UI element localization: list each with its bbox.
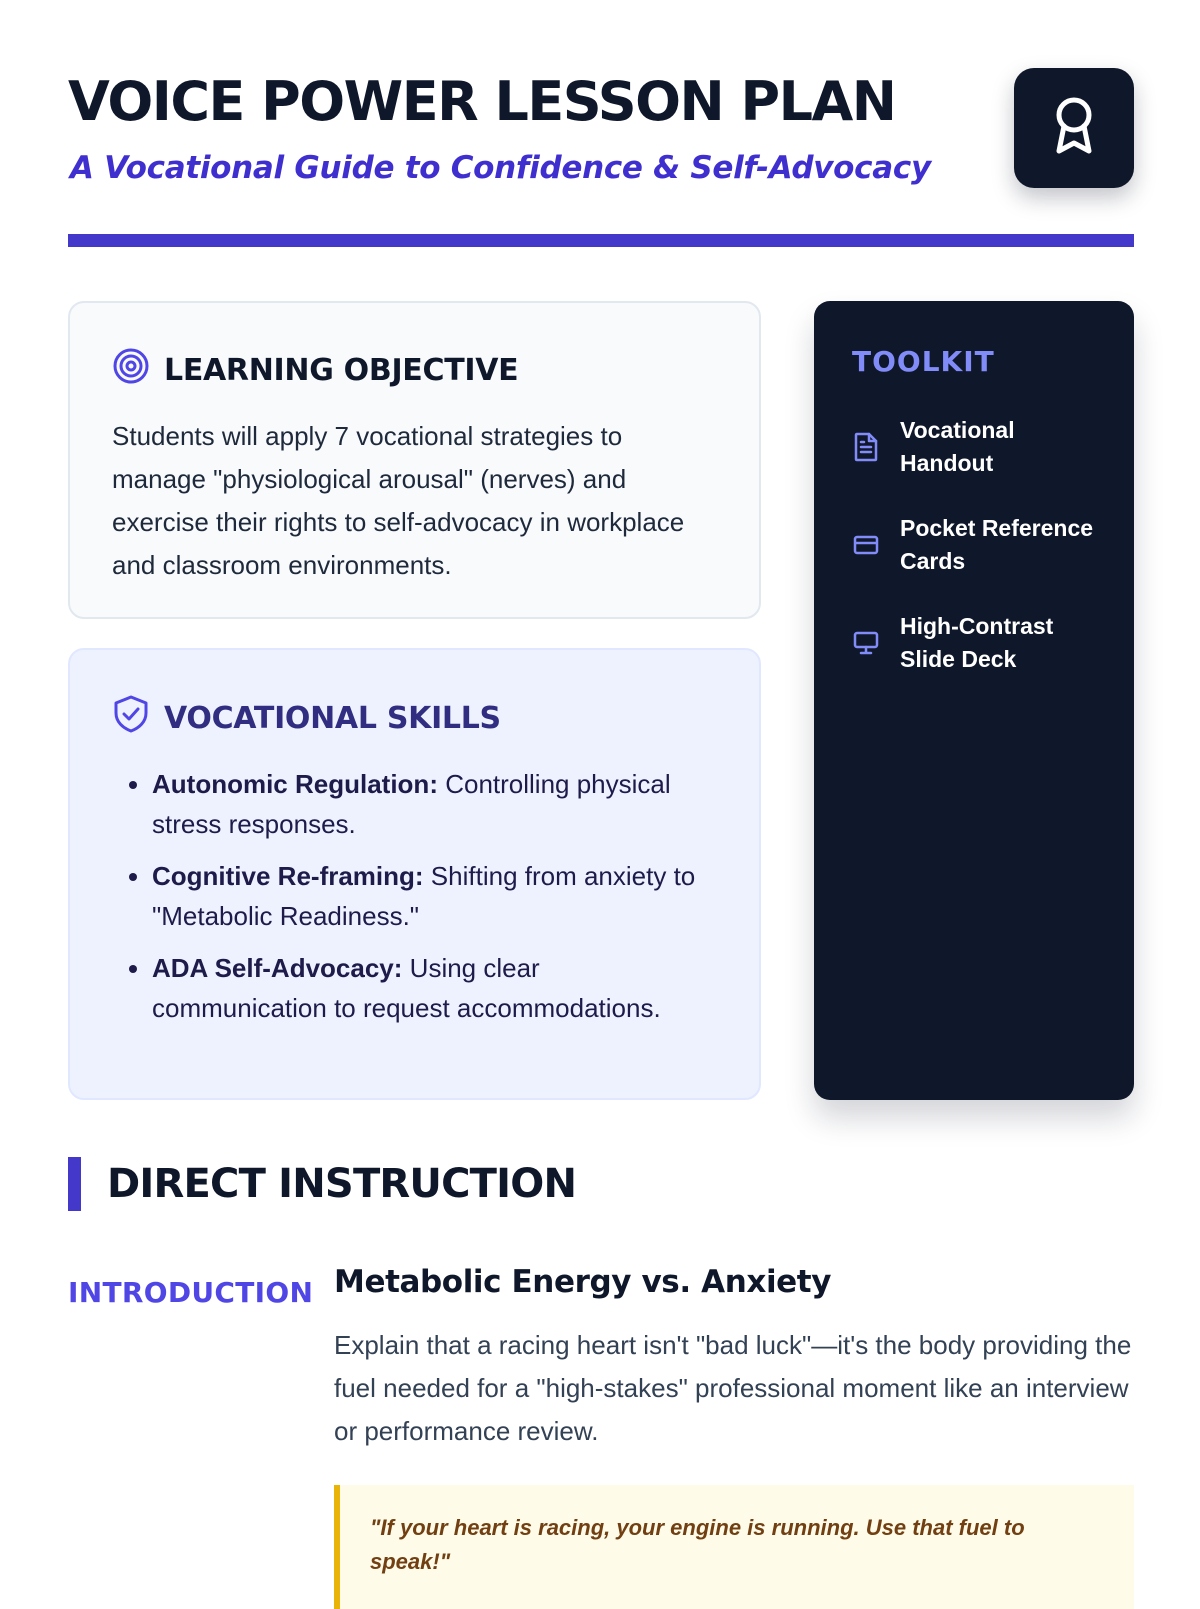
vocational-skills-title: VOCATIONAL SKILLS [164,700,501,736]
list-item [152,856,717,936]
skill-term: Autonomic Regulation: [152,769,438,799]
page-title: VOICE POWER LESSON PLAN [68,70,896,133]
learning-objective-heading [112,347,717,393]
phase-label: INTRODUCTION [68,1276,314,1309]
learning-objective-card [68,301,761,619]
card-icon [852,535,880,555]
toolkit-item-handout[interactable] [852,414,1096,480]
page-subtitle: A Vocational Guide to Confidence & Self-Advocacy [70,150,931,186]
toolkit-item-slides[interactable] [852,610,1096,676]
toolkit-item-label: High-Contrast Slide Deck [900,613,1054,672]
toolkit-title: TOOLKIT [852,345,995,378]
header-divider [68,234,1134,247]
learning-objective-title: LEARNING OBJECTIVE [164,352,519,388]
toolkit-item-label: Vocational Handout [900,417,1015,476]
learning-objective-text: Students will apply 7 vocational strategies to manage "physiological arousal" (nerves) and exercise their rights to self-advocacy in workplace and classroom environments. [112,421,685,580]
toolkit-panel [814,301,1134,1100]
shield-check-icon [112,694,150,742]
toolkit-item-label: Pocket Reference Cards [900,515,1094,574]
vocational-skills-card [68,648,761,1100]
target-icon [112,347,150,393]
phase-content [334,1264,1134,1609]
phase-text: Explain that a racing heart isn't "bad luck"—it's the body providing the fuel needed for a "high-stakes" professional moment like an interview or performance review. [334,1330,1132,1446]
skills-list [112,764,717,1028]
list-item [152,764,717,844]
quote-callout: "If your heart is racing, your engine is running. Use that fuel to speak!" [334,1485,1134,1609]
skill-term: Cognitive Re-framing: [152,861,424,891]
toolkit-item-cards[interactable] [852,512,1096,578]
direct-instruction-title: DIRECT INSTRUCTION [107,1161,577,1207]
award-ribbon-icon [1051,95,1097,162]
award-badge [1014,68,1134,188]
skill-term: ADA Self-Advocacy: [152,953,403,983]
direct-instruction-heading [68,1157,576,1211]
skill-description: Using clear communication to request accommodations. [152,953,661,1023]
document-icon [852,432,880,462]
list-item [152,948,717,1028]
monitor-icon [852,631,880,655]
skill-description: Controlling physical stress responses. [152,769,671,839]
phase-title: Metabolic Energy vs. Anxiety [334,1264,832,1300]
vocational-skills-heading [112,694,717,742]
section-accent-bar [68,1157,81,1211]
skill-description: Shifting from anxiety to "Metabolic Readiness." [152,861,696,931]
